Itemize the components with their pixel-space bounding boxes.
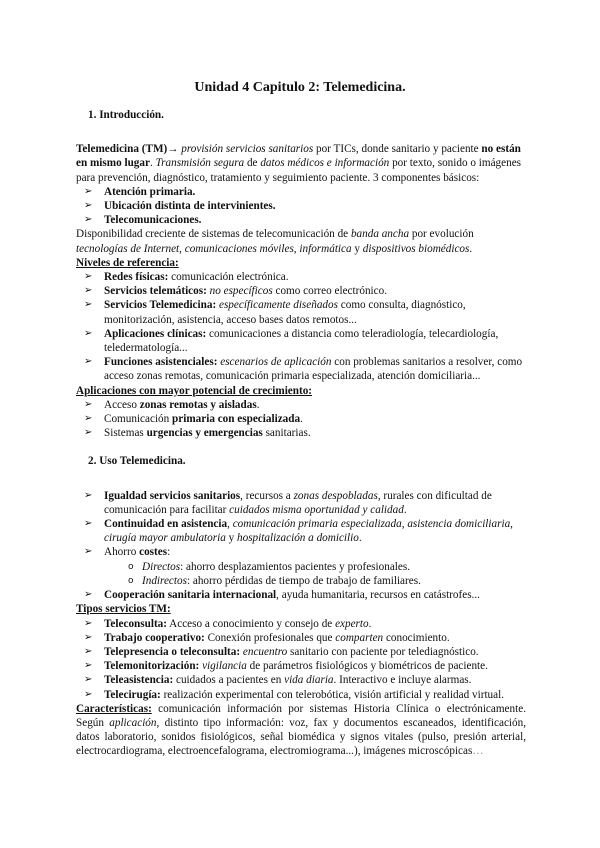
sub-list-item: o Directos: ahorro desplazamientos pacientes y profesionales. <box>76 560 526 574</box>
list-item: ➢ Ahorro costes: <box>76 545 526 559</box>
levels-heading: Niveles de referencia: <box>76 256 179 269</box>
list-item: ➢ Ubicación distinta de intervinientes. <box>76 199 526 213</box>
list-item: ➢ Servicios telemáticos: no específicos como correo electrónico. <box>76 284 526 298</box>
list-item: ➢ Teleconsulta: Acceso a conocimiento y consejo de experto. <box>76 617 526 631</box>
list-item: ➢ Sistemas urgencias y emergencias sanitarias. <box>76 426 526 440</box>
features-paragraph: Características: comunicación información por sistemas Historia Clínica o electrónicamente. Según aplicación, distinto tipo información: voz, fax y documentos escaneados, identificación, datos laboratorio, sonidos fisiológicos, señal biomédica y signos vitales (pulso, presión arterial, electrocardiograma, electroencefalograma, electromiograma...), imágenes microscópicas… <box>76 702 527 758</box>
list-item: ➢ Telepresencia o teleconsulta: encuentro sanitario con paciente por telediagnóstico. <box>76 645 526 659</box>
list-item: ➢ Teleasistencia: cuidados a pacientes en vida diaria. Interactivo e incluye alarmas. <box>76 673 526 687</box>
list-item: ➢ Funciones asistenciales: escenarios de aplicación con problemas sanitarios a resolver, como acceso zonas remotas, comunicación primaria especializada, atención domiciliaria... <box>76 355 526 383</box>
apps-heading: Aplicaciones con mayor potencial de crecimiento: <box>76 384 313 397</box>
list-item: ➢ Redes físicas: comunicación electrónica. <box>76 270 526 284</box>
arrow-icon: → <box>167 143 179 156</box>
document-body <box>76 108 526 759</box>
sub-list-item: o Indirectos: ahorro pérdidas de tiempo de trabajo de familiares. <box>76 574 526 588</box>
list-item: ➢ Telecomunicaciones. <box>76 213 526 227</box>
list-item: ➢ Comunicación primaria con especializada. <box>76 412 526 426</box>
page-title: Unidad 4 Capitulo 2: Telemedicina. <box>194 80 406 95</box>
tm-label: Telemedicina (TM) <box>76 143 168 156</box>
section-2-title: 2. Uso Telemedicina. <box>88 455 186 468</box>
list-item: ➢ Atención primaria. <box>76 185 526 199</box>
section-1-title: 1. Introducción. <box>88 109 164 121</box>
list-item: ➢ Servicios Telemedicina: específicamente diseñados como consulta, diagnóstico, monitorización, asistencia, acceso bases datos remotos... <box>76 298 526 326</box>
types-heading: Tipos servicios TM: <box>76 603 171 616</box>
broadband-paragraph: Disponibilidad creciente de sistemas de telecomunicación de banda ancha por evolución tecnologías de Internet, comunicaciones móviles, informática y dispositivos biomédicos. <box>76 228 474 255</box>
list-item: ➢ Cooperación sanitaria internacional, ayuda humanitaria, recursos en catástrofes... <box>76 588 526 602</box>
list-item: ➢ Telemonitorización: vigilancia de parámetros fisiológicos y biométricos de paciente. <box>76 659 526 673</box>
list-item: ➢ Telecirugía: realización experimental con telerobótica, visión artificial y realidad virtual. <box>76 688 526 702</box>
list-item: ➢ Continuidad en asistencia, comunicación primaria especializada, asistencia domiciliaria, cirugía mayor ambulatoria y hospitalización a domicilio. <box>76 517 526 545</box>
list-item: ➢ Acceso zonas remotas y aisladas. <box>76 398 526 412</box>
features-heading: Características: <box>76 702 152 715</box>
list-item: ➢ Igualdad servicios sanitarios, recursos a zonas despobladas, rurales con dificultad de comunicación para facilitar cuidados misma oportunidad y calidad. <box>76 489 526 517</box>
list-item: ➢ Aplicaciones clínicas: comunicaciones a distancia como teleradiología, telecardiología, teledermatología... <box>76 327 526 355</box>
list-item: ➢ Trabajo cooperativo: Conexión profesionales que comparten conocimiento. <box>76 631 526 645</box>
intro-paragraph: Telemedicina (TM)→ provisión servicios sanitarios por TICs, donde sanitario y paciente no están en mismo lugar. Transmisión segura de datos médicos e información por texto, sonido o imágenes para prevención, diagnóstico, tratamiento y seguimiento paciente. 3 componentes básicos: <box>76 143 522 184</box>
